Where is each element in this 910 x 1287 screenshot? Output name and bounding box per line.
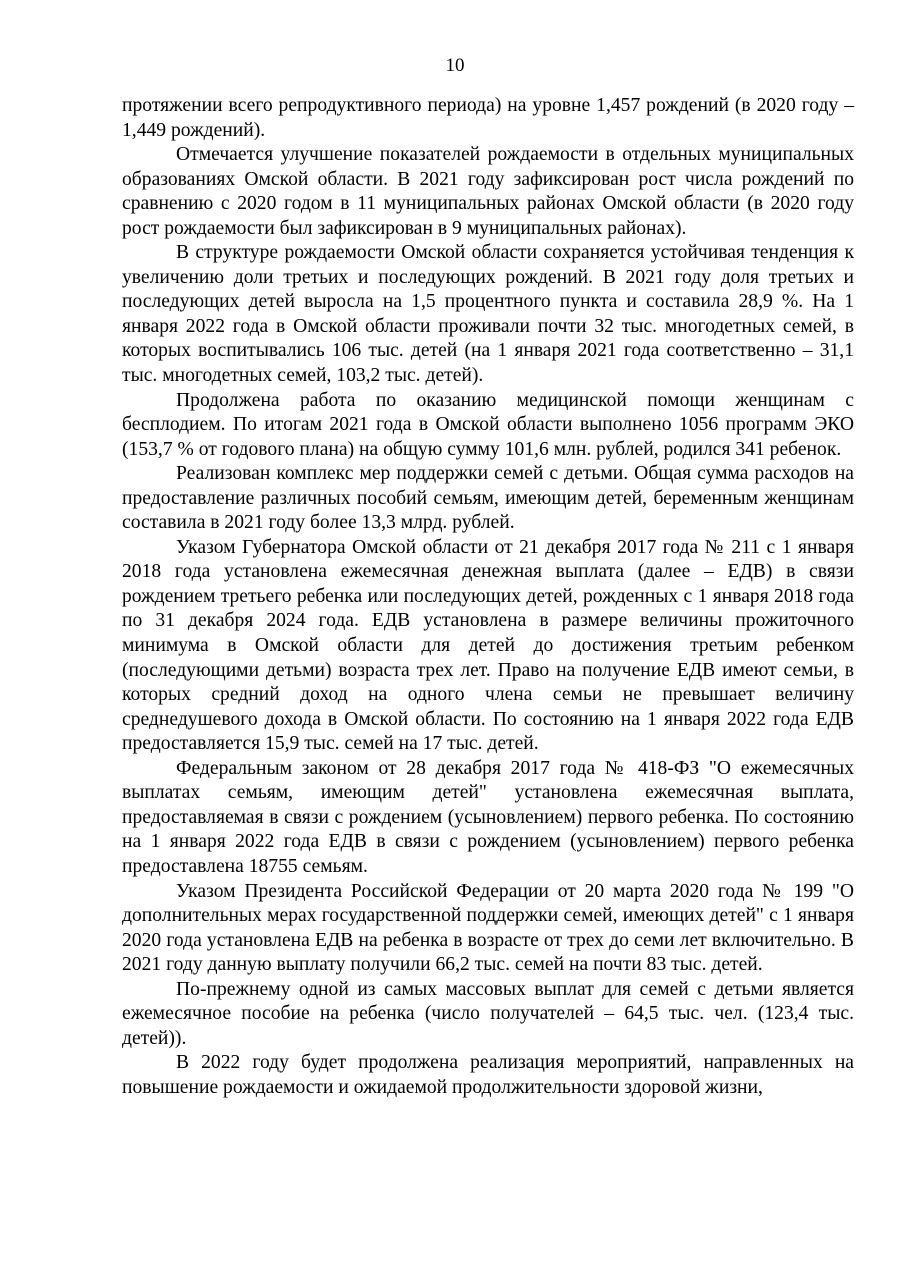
paragraph-2022-plans: В 2022 году будет продолжена реализация мероприятий, направленных на повышение рождаемости и ожидаемой продолжительности здоровой жизни, [122,1052,854,1098]
paragraph-governor-decree: Указом Губернатора Омской области от 21 декабря 2017 года № 211 с 1 января 2018 года установлена ежемесячная денежная выплата (далее – ЕДВ) в связи рождением третьего ребенка или последующих детей, рожденных с 1 января 2018 года по 31 декабря 2024 года. ЕДВ установлена в размере величины прожиточного минимума в Омской области для детей до достижения третьим ребенком (последующими детьми) возраста трех лет. Право на получение ЕДВ имеют семьи, в которых средний доход на одного члена семьи не превышает величину среднедушевого дохода в Омской области. По состоянию на 1 января 2022 года ЕДВ предоставляется 15,9 тыс. семей на 17 тыс. детей. [122,536,854,755]
page-number: 10 [445,55,465,76]
paragraph-large-families: В структуре рождаемости Омской области сохраняется устойчивая тенденция к увеличению доли третьих и последующих рождений. В 2021 году доля третьих и последующих детей выросла на 1,5 процентного пункта и составила 28,9 %. На 1 января 2022 года в Омской области проживали почти 32 тыс. многодетных семей, в которых воспитывались 106 тыс. детей (на 1 января 2021 года соответственно – 31,1 тыс. многодетных семей, 103,2 тыс. детей). [122,242,854,387]
paragraph-continuation: протяжении всего репродуктивного периода) на уровне 1,457 рождений (в 2020 году – 1,449 рождений). [122,95,854,141]
paragraph-family-support: Реализован комплекс мер поддержки семей с детьми. Общая сумма расходов на предоставление различных пособий семьям, имеющим детей, беременным женщинам составила в 2021 году более 13,3 млрд. рублей. [122,463,854,534]
paragraph-municipal-birth-rate: Отмечается улучшение показателей рождаемости в отдельных муниципальных образованиях Омской области. В 2021 году зафиксирован рост числа рождений по сравнению с 2020 годом в 11 муниципальных районах Омской области (в 2020 году рост рождаемости был зафиксирован в 9 муниципальных районах). [122,144,854,239]
document-body [122,94,854,1100]
paragraph-president-decree: Указом Президента Российской Федерации от 20 марта 2020 года № 199 "О дополнительных мерах государственной поддержки семей, имеющих детей" с 1 января 2020 года установлена ЕДВ на ребенка в возрасте от трех до семи лет включительно. В 2021 году данную выплату получили 66,2 тыс. семей на почти 83 тыс. детей. [122,880,854,976]
paragraph-federal-law: Федеральным законом от 28 декабря 2017 года № 418-ФЗ "О ежемесячных выплатах семьям, имеющим детей" установлена ежемесячная выплата, предоставляемая в связи с рождением (усыновлением) первого ребенка. По состоянию на 1 января 2022 года ЕДВ в связи с рождением (усыновлением) первого ребенка предоставлена 18755 семьям. [122,757,854,877]
paragraph-monthly-allowance: По-прежнему одной из самых массовых выплат для семей с детьми является ежемесячное пособие на ребенка (число получателей – 64,5 тыс. чел. (123,4 тыс. детей)). [122,978,854,1049]
paragraph-ivf-programs: Продолжена работа по оказанию медицинской помощи женщинам с бесплодием. По итогам 2021 года в Омской области выполнено 1056 программ ЭКО (153,7 % от годового плана) на общую сумму 101,6 млн. рублей, родился 341 ребенок. [122,389,854,460]
